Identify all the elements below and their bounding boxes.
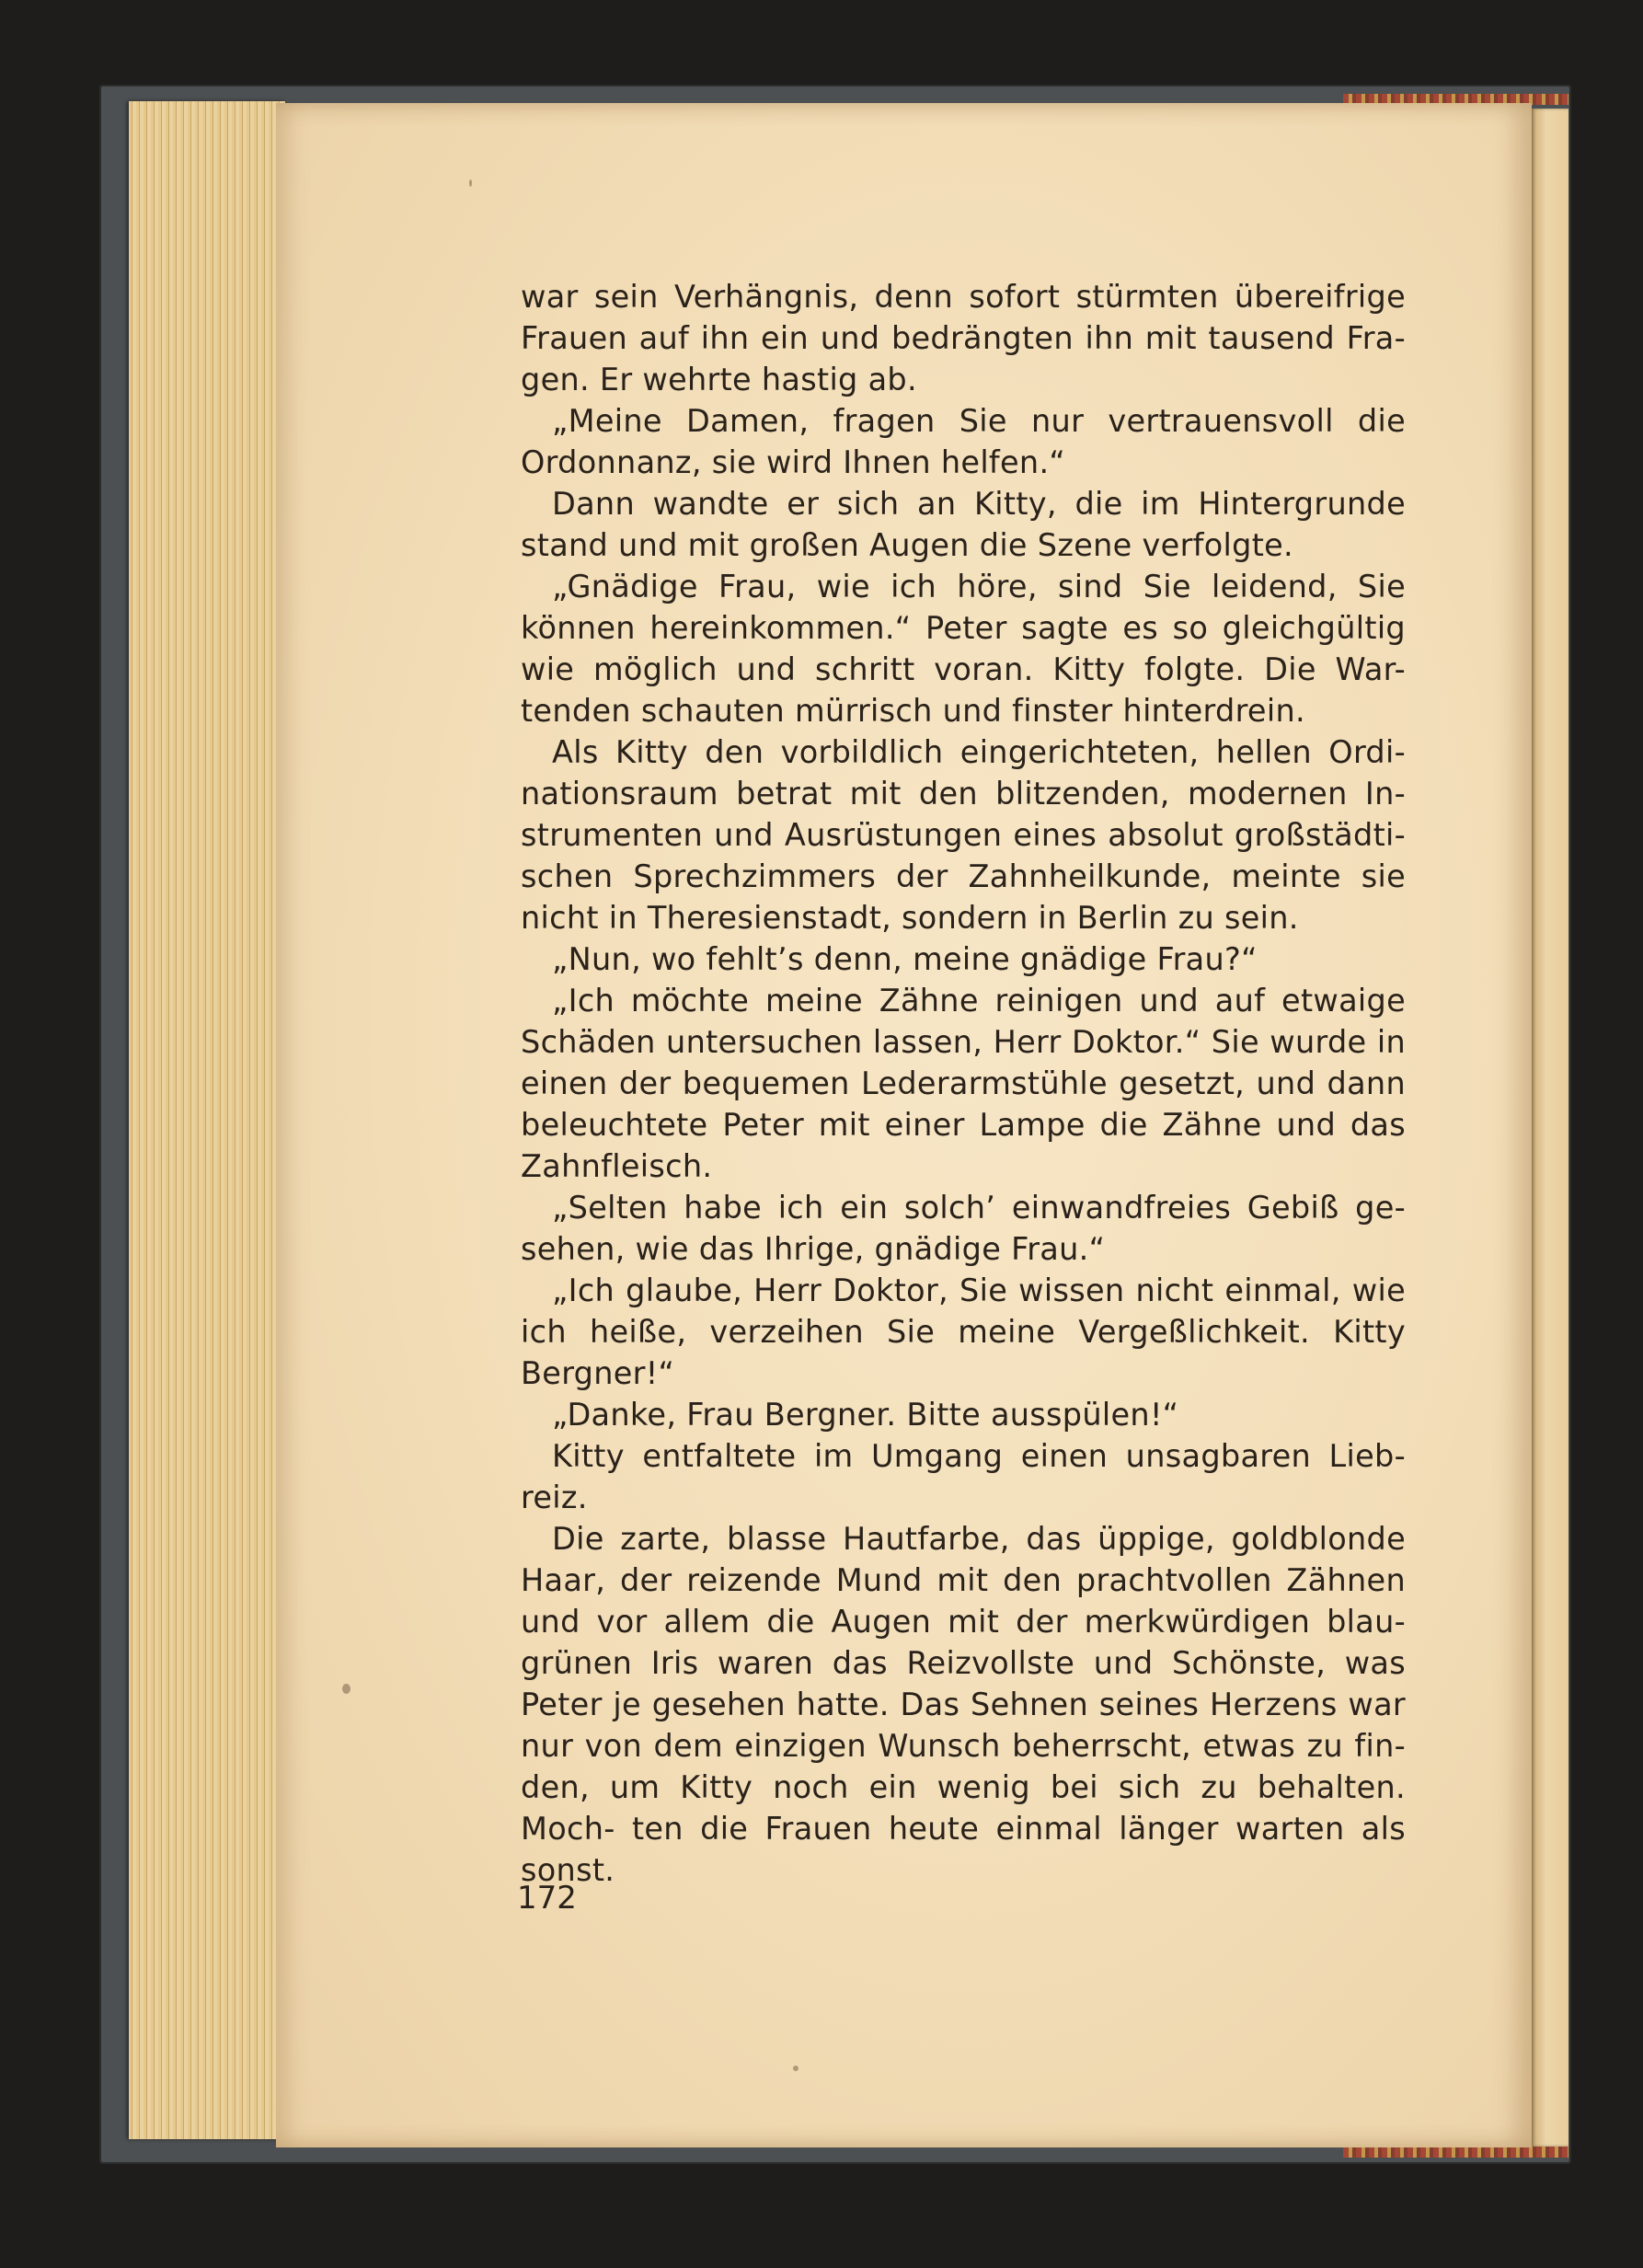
paragraph: Dann wandte er sich an Kitty, die im Hintergrunde stand und mit großen Augen die Szene verfolgte. [521,486,1406,563]
paragraph: „Gnädige Frau, wie ich höre, sind Sie leidend, Sie können hereinkommen.“ Peter sagte es so gleichgültig wie möglich und schritt voran. Kitty folgte. Die War- tenden schauten mürrisch und finster hinterdrein. [521,569,1406,729]
page-stack-edge [129,101,285,2139]
paragraph: Als Kitty den vorbildlich eingerichteten, hellen Ordi- nationsraum betrat mit den blitzenden, modernen In- strumenten und Ausrüstungen eines absolut großstädti- schen Sprechzimmers der Zahnheilkunde, meinte sie nicht in Theresienstadt, sondern in Berlin zu sein. [521,734,1406,936]
paragraph: „Ich möchte meine Zähne reinigen und auf etwaige Schäden untersuchen lassen, Herr Doktor.“ Sie wurde in einen der bequemen Lederarmstühle gesetzt, und dann beleuchtete Peter mit einer Lampe die Zähne und das Zahnfleisch. [521,983,1406,1184]
facing-page-edge [1532,109,1568,2147]
paragraph: „Ich glaube, Herr Doktor, Sie wissen nicht einmal, wie ich heiße, verzeihen Sie meine Vergeßlichkeit. Kitty Bergner!“ [521,1272,1406,1391]
paragraph: „Meine Damen, fragen Sie nur vertrauensvoll die Ordonnanz, sie wird Ihnen helfen.“ [521,403,1406,480]
paper-speck [342,1684,350,1694]
paragraph: „Danke, Frau Bergner. Bitte ausspülen!“ [552,1397,1179,1433]
paragraph: war sein Verhängnis, denn sofort stürmten übereifrige Frauen auf ihn ein und bedrängten ihn mit tausend Fra- gen. Er wehrte hastig ab. [521,279,1406,397]
page-body-text [521,276,1406,1891]
paragraph: Kitty entfaltete im Umgang einen unsagbaren Lieb- reiz. [521,1438,1406,1515]
paragraph: Die zarte, blasse Hautfarbe, das üppige, goldblonde Haar, der reizende Mund mit den prachtvollen Zähnen und vor allem die Augen mit der merkwürdigen blau- grünen Iris waren das Reizvollste und Schönste, was Peter je gesehen hatte. Das Sehnen seines Herzens war nur von dem einzigen Wunsch beherrscht, etwas zu fin- den, um Kitty noch ein wenig bei sich zu behalten. Moch- ten die Frauen heute einmal länger warten als sonst. [521,1521,1406,1888]
paper-speck [469,179,472,187]
book-edge-bottom [1343,2147,1568,2158]
page-number: 172 [517,1880,577,1917]
paragraph: „Selten habe ich ein solch’ einwandfreies Gebiß ge- sehen, wie das Ihrige, gnädige Frau.“ [521,1190,1406,1267]
paragraph: „Nun, wo fehlt’s denn, meine gnädige Frau?“ [552,941,1258,977]
paper-speck [793,2066,799,2071]
